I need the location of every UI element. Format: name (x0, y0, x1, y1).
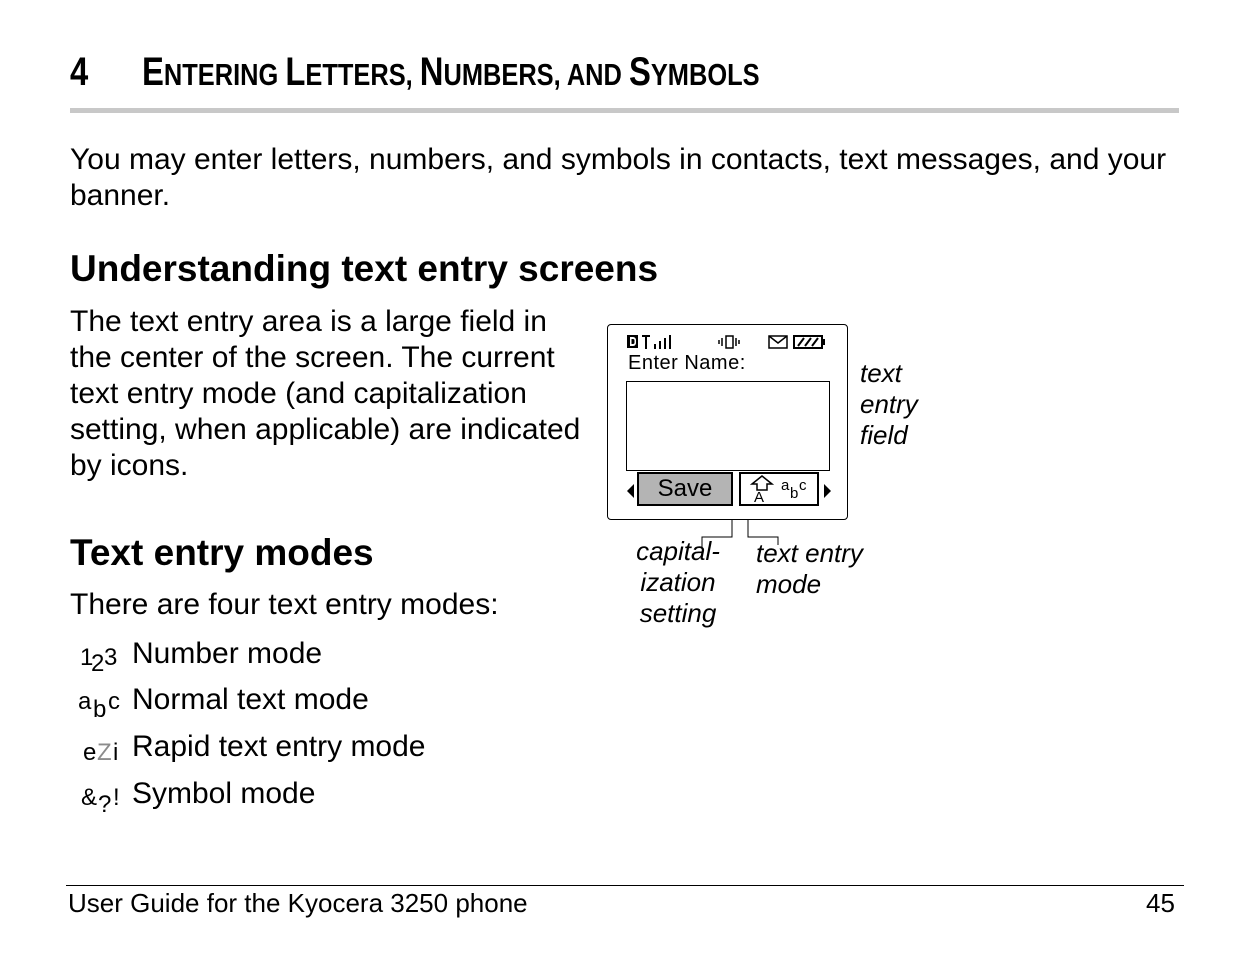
mode-row-number (76, 632, 322, 676)
footer-title: User Guide for the Kyocera 3250 phone (68, 888, 528, 918)
chapter-heading (70, 50, 895, 95)
symbol-mode-icon: & ? ! (81, 784, 120, 818)
section-heading-screens: Understanding text entry screens (70, 248, 659, 289)
message-envelope-icon (769, 336, 787, 348)
enter-name-label: Enter Name: (628, 352, 746, 374)
callout-text-entry-mode: text entry mode (756, 538, 863, 599)
vibrate-icon (719, 336, 739, 348)
chapter-title-initial: S (628, 50, 651, 94)
svg-text:c: c (799, 477, 807, 494)
chapter-title-initial: E (142, 50, 164, 94)
status-bar-icons (624, 332, 834, 352)
chapter-number: 4 (70, 50, 89, 94)
mode-label: Symbol mode (132, 777, 316, 810)
mode-row-rapid-text (76, 725, 425, 769)
mode-label: Number mode (132, 637, 323, 670)
svg-text:A: A (754, 489, 765, 504)
number-mode-icon: 1 2 3 (80, 644, 118, 677)
section-heading-modes: Text entry modes (70, 532, 374, 573)
normal-text-mode-icon: a b c (78, 688, 120, 723)
chapter-title-rest: UMBERS, AND (443, 57, 629, 92)
chapter-title-initial: N (419, 50, 444, 94)
callout-capitalization-setting: capital- ization setting (636, 536, 720, 628)
screens-paragraph: The text entry area is a large field in the center of the screen. The current text entry mode (and capitalization setting, when applicable) are indicated by icons. (70, 305, 581, 482)
svg-text:b: b (790, 485, 799, 502)
signal-strength-icon (642, 335, 671, 349)
chapter-rule (70, 108, 1179, 113)
capitalization-indicator-icon (741, 474, 817, 504)
mode-row-symbol (76, 772, 315, 816)
footer-rule (66, 885, 1184, 886)
digital-indicator-icon (627, 335, 638, 348)
callout-text-entry-field: text entry field (860, 358, 918, 450)
battery-icon (794, 336, 825, 348)
chapter-title-rest: YMBOLS (650, 57, 760, 92)
chapter-title-rest: ETTERS, (305, 57, 420, 92)
right-arrow-icon (822, 482, 834, 500)
mode-row-normal-text (76, 678, 369, 722)
rapid-text-mode-icon: e Z i (83, 739, 119, 766)
save-button[interactable]: Save (637, 472, 733, 506)
left-arrow-icon (624, 482, 636, 500)
modes-intro: There are four text entry modes: (70, 588, 499, 621)
mode-label: Rapid text entry mode (132, 730, 426, 763)
text-entry-mode-indicator (739, 472, 819, 506)
chapter-title (142, 50, 760, 95)
page-number: 45 (1146, 888, 1175, 918)
mode-label: Normal text mode (132, 683, 369, 716)
svg-text:a: a (781, 477, 790, 494)
chapter-title-rest: NTERING (163, 57, 286, 92)
chapter-title-initial: L (285, 50, 306, 94)
intro-paragraph: You may enter letters, numbers, and symbols in contacts, text messages, and your banner. (70, 143, 1167, 212)
text-entry-field[interactable] (626, 381, 830, 471)
